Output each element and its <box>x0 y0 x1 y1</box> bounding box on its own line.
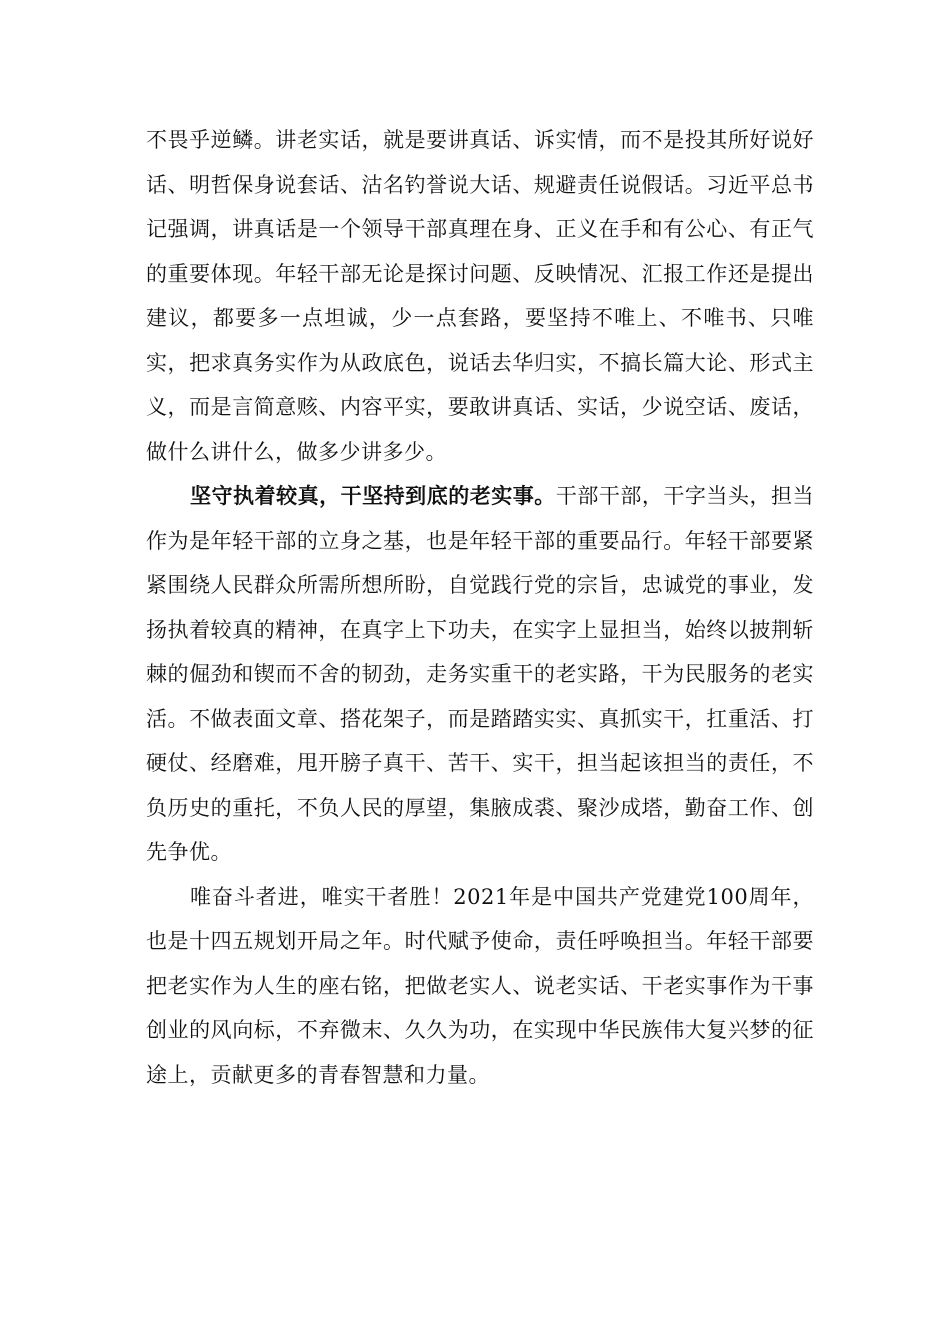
paragraph-3-text: 唯奋斗者进，唯实干者胜！2021年是中国共产党建党100周年，也是十四五规划开局之年。时代赋予使命，责任呼唤担当。年轻干部要把老实作为人生的座右铭，把做老实人、说老实话、干老实事作为干事创业的风向标，不弃微末、久久为功，在实现中华民族伟大复兴梦的征途上，贡献更多的青春智慧和力量。 <box>146 884 814 1087</box>
paragraph-1 <box>146 118 814 474</box>
document-body <box>146 118 814 1097</box>
paragraph-2-lead: 坚守执着较真，干坚持到底的老实事。 <box>190 483 556 508</box>
paragraph-1-text: 不畏乎逆鳞。讲老实话，就是要讲真话、诉实情，而不是投其所好说好话、明哲保身说套话、沽名钓誉说大话、规避责任说假话。习近平总书记强调，讲真话是一个领导干部真理在身、正义在手和有公心、有正气的重要体现。年轻干部无论是探讨问题、反映情况、汇报工作还是提出建议，都要多一点坦诚，少一点套路，要坚持不唯上、不唯书、只唯实，把求真务实作为从政底色，说话去华归实，不搞长篇大论、形式主义，而是言简意赅、内容平实，要敢讲真话、实话，少说空话、废话，做什么讲什么，做多少讲多少。 <box>146 128 814 464</box>
paragraph-2 <box>146 474 814 875</box>
paragraph-2-text: 干部干部，干字当头，担当作为是年轻干部的立身之基，也是年轻干部的重要品行。年轻干部要紧紧围绕人民群众所需所想所盼，自觉践行党的宗旨，忠诚党的事业，发扬执着较真的精神，在真字上下功夫，在实字上显担当，始终以披荆斩棘的倔劲和锲而不舍的韧劲，走务实重干的老实路，干为民服务的老实活。不做表面文章、搭花架子，而是踏踏实实、真抓实干，扛重活、打硬仗、经磨难，甩开膀子真干、苦干、实干，担当起该担当的责任，不负历史的重托，不负人民的厚望，集腋成裘、聚沙成塔，勤奋工作、创先争优。 <box>146 484 815 864</box>
paragraph-3 <box>146 875 814 1098</box>
